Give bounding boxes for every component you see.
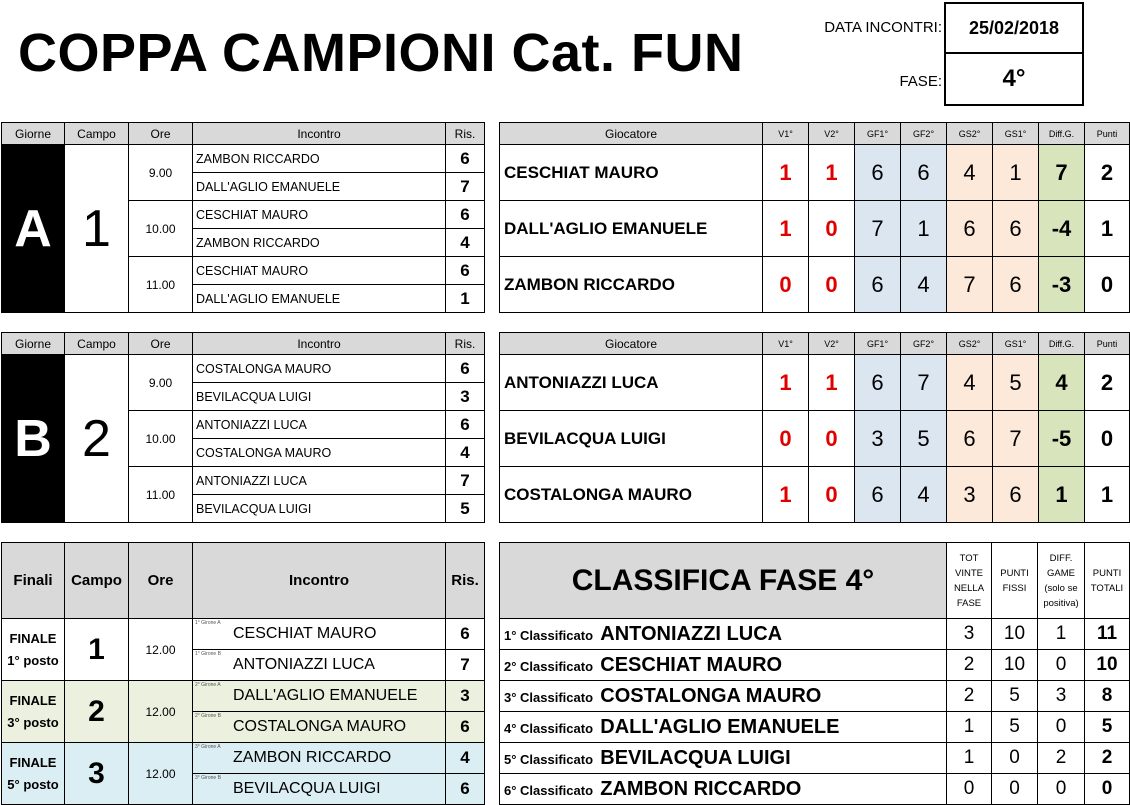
match-score: 6: [446, 145, 485, 173]
player-gs1: 6: [993, 257, 1039, 313]
classifica-name: CESCHIAT MAURO: [600, 653, 783, 676]
classifica-pos: 1° Classificato: [504, 627, 594, 643]
header-punti: Punti: [1085, 123, 1130, 145]
match-score: 4: [446, 439, 485, 467]
player-v1: 1: [763, 467, 809, 523]
player-v1: 0: [763, 411, 809, 467]
player-gf1: 6: [855, 467, 901, 523]
player-name: BEVILACQUA LUIGI: [500, 411, 763, 467]
classifica-header-totali: PUNTI TOTALI: [1085, 543, 1130, 619]
classifica-row: [500, 712, 947, 743]
match-score: 1: [446, 285, 485, 313]
classifica-pos: 3° Classificato: [504, 689, 594, 705]
player-gf2: 1: [901, 201, 947, 257]
group-letter: A: [2, 145, 65, 313]
group-a-matches-table: [1, 122, 485, 313]
player-gs2: 6: [947, 201, 993, 257]
player-v2: 0: [809, 257, 855, 313]
final-player: 3° Girone A ZAMBON RICCARDO: [193, 743, 446, 774]
player-gs2: 4: [947, 355, 993, 411]
match-player: ZAMBON RICCARDO: [193, 229, 446, 257]
header-diff: Diff.G.: [1039, 123, 1085, 145]
classifica-diff: 2: [1038, 743, 1085, 774]
player-punti: 1: [1085, 201, 1130, 257]
match-player: COSTALONGA MAURO: [193, 439, 446, 467]
group-campo: 2: [65, 355, 129, 523]
header-gf1: GF1°: [855, 333, 901, 355]
classifica-row: [500, 681, 947, 712]
classifica-diff: 1: [1038, 619, 1085, 650]
classifica-fissi: 0: [992, 774, 1038, 805]
classifica-row: [500, 743, 947, 774]
match-score: 4: [446, 229, 485, 257]
player-gf2: 4: [901, 467, 947, 523]
player-gf1: 6: [855, 355, 901, 411]
match-ore: 10.00: [129, 411, 193, 467]
match-score: 7: [446, 467, 485, 495]
header-giocatore: Giocatore: [500, 333, 763, 355]
final-player: 2° Girone B COSTALONGA MAURO: [193, 712, 446, 743]
match-ore: 10.00: [129, 201, 193, 257]
match-score: 6: [446, 411, 485, 439]
header-gs2: GS2°: [947, 123, 993, 145]
match-player: COSTALONGA MAURO: [193, 355, 446, 383]
group-letter: B: [2, 355, 65, 523]
match-ore: 11.00: [129, 257, 193, 313]
player-punti: 2: [1085, 145, 1130, 201]
header-gs1: GS1°: [993, 123, 1039, 145]
finals-header-incontro: Incontro: [193, 543, 446, 619]
header-v1: V1°: [763, 123, 809, 145]
match-player: BEVILACQUA LUIGI: [193, 495, 446, 523]
finals-header-finali: Finali: [2, 543, 65, 619]
header-gf2: GF2°: [901, 123, 947, 145]
fase-value: 4°: [944, 52, 1084, 106]
classifica-fissi: 10: [992, 619, 1038, 650]
header-giorne: Giorne: [2, 123, 65, 145]
match-player: ANTONIAZZI LUCA: [193, 411, 446, 439]
header-incontro: Incontro: [193, 333, 446, 355]
classifica-fissi: 10: [992, 650, 1038, 681]
player-v1: 1: [763, 145, 809, 201]
finals-header-ore: Ore: [129, 543, 193, 619]
header-diff: Diff.G.: [1039, 333, 1085, 355]
header-giocatore: Giocatore: [500, 123, 763, 145]
classifica-vinte: 3: [947, 619, 992, 650]
final-player: 1° Girone B ANTONIAZZI LUCA: [193, 650, 446, 681]
match-player: BEVILACQUA LUIGI: [193, 383, 446, 411]
player-gs2: 4: [947, 145, 993, 201]
player-gs1: 5: [993, 355, 1039, 411]
match-score: 6: [446, 257, 485, 285]
player-punti: 0: [1085, 411, 1130, 467]
final-score: 7: [446, 650, 485, 681]
classifica-name: DALL'AGLIO EMANUELE: [600, 715, 840, 738]
classifica-pos: 4° Classificato: [504, 720, 594, 736]
classifica-header-diff: DIFF. GAME (solo se positiva): [1038, 543, 1085, 619]
classifica-vinte: 0: [947, 774, 992, 805]
classifica-totali: 10: [1085, 650, 1130, 681]
match-player: DALL'AGLIO EMANUELE: [193, 173, 446, 201]
classifica-vinte: 1: [947, 712, 992, 743]
player-name: ZAMBON RICCARDO: [500, 257, 763, 313]
classifica-vinte: 2: [947, 650, 992, 681]
classifica-header-fissi: PUNTI FISSI: [992, 543, 1038, 619]
final-score: 6: [446, 712, 485, 743]
player-punti: 1: [1085, 467, 1130, 523]
finals-header-ris: Ris.: [446, 543, 485, 619]
player-gs2: 7: [947, 257, 993, 313]
classifica-diff: 0: [1038, 650, 1085, 681]
player-punti: 2: [1085, 355, 1130, 411]
classifica-fissi: 0: [992, 743, 1038, 774]
match-score: 6: [446, 201, 485, 229]
player-punti: 0: [1085, 257, 1130, 313]
player-v2: 0: [809, 411, 855, 467]
match-score: 3: [446, 383, 485, 411]
player-diff: -4: [1039, 201, 1085, 257]
final-score: 4: [446, 743, 485, 774]
player-v1: 0: [763, 257, 809, 313]
player-gf2: 7: [901, 355, 947, 411]
classifica-pos: 5° Classificato: [504, 751, 594, 767]
player-name: ANTONIAZZI LUCA: [500, 355, 763, 411]
page-title: COPPA CAMPIONI Cat. FUN: [18, 23, 744, 83]
match-ore: 9.00: [129, 355, 193, 411]
final-label: FINALE 5° posto: [2, 743, 65, 805]
classifica-totali: 11: [1085, 619, 1130, 650]
header-gf1: GF1°: [855, 123, 901, 145]
fase-label: FASE:: [899, 73, 942, 90]
header-ore: Ore: [129, 123, 193, 145]
player-diff: 1: [1039, 467, 1085, 523]
final-player: 2° Girone A DALL'AGLIO EMANUELE: [193, 681, 446, 712]
classifica-name: ZAMBON RICCARDO: [600, 777, 802, 800]
classifica-pos: 6° Classificato: [504, 782, 594, 798]
player-gf1: 6: [855, 257, 901, 313]
match-score: 5: [446, 495, 485, 523]
classifica-totali: 8: [1085, 681, 1130, 712]
classifica-fissi: 5: [992, 681, 1038, 712]
player-v2: 1: [809, 145, 855, 201]
classifica-name: COSTALONGA MAURO: [600, 684, 822, 707]
data-incontri-value: 25/02/2018: [944, 2, 1084, 54]
player-diff: -5: [1039, 411, 1085, 467]
player-v1: 1: [763, 355, 809, 411]
classifica-table: [499, 542, 1130, 805]
classifica-row: [500, 619, 947, 650]
final-score: 6: [446, 619, 485, 650]
final-label: FINALE 1° posto: [2, 619, 65, 681]
header-v2: V2°: [809, 333, 855, 355]
player-gf2: 5: [901, 411, 947, 467]
final-ore: 12.00: [129, 743, 193, 805]
player-gf1: 3: [855, 411, 901, 467]
final-campo: 3: [65, 743, 129, 805]
classifica-fissi: 5: [992, 712, 1038, 743]
group-campo: 1: [65, 145, 129, 313]
match-ore: 9.00: [129, 145, 193, 201]
classifica-row: [500, 774, 947, 805]
classifica-vinte: 2: [947, 681, 992, 712]
classifica-diff: 0: [1038, 774, 1085, 805]
match-score: 6: [446, 355, 485, 383]
player-gs1: 1: [993, 145, 1039, 201]
final-label: FINALE 3° posto: [2, 681, 65, 743]
header-punti: Punti: [1085, 333, 1130, 355]
group-b-matches-table: [1, 332, 485, 523]
group-a-players-table: [499, 122, 1130, 313]
header-gs2: GS2°: [947, 333, 993, 355]
classifica-row: [500, 650, 947, 681]
player-diff: -3: [1039, 257, 1085, 313]
group-b-players-table: [499, 332, 1130, 523]
match-player: ZAMBON RICCARDO: [193, 145, 446, 173]
final-campo: 2: [65, 681, 129, 743]
final-score: 6: [446, 774, 485, 805]
header-ris: Ris.: [446, 123, 485, 145]
player-name: COSTALONGA MAURO: [500, 467, 763, 523]
match-player: CESCHIAT MAURO: [193, 201, 446, 229]
player-gf1: 6: [855, 145, 901, 201]
player-gs1: 6: [993, 201, 1039, 257]
header-ris: Ris.: [446, 333, 485, 355]
final-player: 1° Girone A CESCHIAT MAURO: [193, 619, 446, 650]
header-incontro: Incontro: [193, 123, 446, 145]
player-gf2: 4: [901, 257, 947, 313]
header-ore: Ore: [129, 333, 193, 355]
player-gs1: 6: [993, 467, 1039, 523]
finals-header-campo: Campo: [65, 543, 129, 619]
player-v2: 0: [809, 201, 855, 257]
final-ore: 12.00: [129, 619, 193, 681]
classifica-title: CLASSIFICA FASE 4°: [500, 543, 947, 619]
header-gs1: GS1°: [993, 333, 1039, 355]
finals-table: [1, 542, 485, 805]
classifica-name: BEVILACQUA LUIGI: [600, 746, 791, 769]
final-ore: 12.00: [129, 681, 193, 743]
player-gf2: 6: [901, 145, 947, 201]
classifica-header-vinte: TOT VINTE NELLA FASE: [947, 543, 992, 619]
header-campo: Campo: [65, 333, 129, 355]
player-name: DALL'AGLIO EMANUELE: [500, 201, 763, 257]
player-name: CESCHIAT MAURO: [500, 145, 763, 201]
match-player: ANTONIAZZI LUCA: [193, 467, 446, 495]
player-gf1: 7: [855, 201, 901, 257]
match-player: CESCHIAT MAURO: [193, 257, 446, 285]
final-score: 3: [446, 681, 485, 712]
header-gf2: GF2°: [901, 333, 947, 355]
player-gs1: 7: [993, 411, 1039, 467]
match-ore: 11.00: [129, 467, 193, 523]
final-player: 3° Girone B BEVILACQUA LUIGI: [193, 774, 446, 805]
data-incontri-label: DATA INCONTRI:: [824, 19, 942, 36]
classifica-totali: 0: [1085, 774, 1130, 805]
player-v2: 0: [809, 467, 855, 523]
match-score: 7: [446, 173, 485, 201]
classifica-name: ANTONIAZZI LUCA: [600, 622, 783, 645]
header-giorne: Giorne: [2, 333, 65, 355]
player-gs2: 3: [947, 467, 993, 523]
header-campo: Campo: [65, 123, 129, 145]
classifica-vinte: 1: [947, 743, 992, 774]
header-v2: V2°: [809, 123, 855, 145]
classifica-totali: 2: [1085, 743, 1130, 774]
player-v1: 1: [763, 201, 809, 257]
match-player: DALL'AGLIO EMANUELE: [193, 285, 446, 313]
classifica-pos: 2° Classificato: [504, 658, 594, 674]
header-v1: V1°: [763, 333, 809, 355]
final-campo: 1: [65, 619, 129, 681]
player-gs2: 6: [947, 411, 993, 467]
classifica-totali: 5: [1085, 712, 1130, 743]
classifica-diff: 0: [1038, 712, 1085, 743]
player-diff: 4: [1039, 355, 1085, 411]
player-diff: 7: [1039, 145, 1085, 201]
classifica-diff: 3: [1038, 681, 1085, 712]
player-v2: 1: [809, 355, 855, 411]
